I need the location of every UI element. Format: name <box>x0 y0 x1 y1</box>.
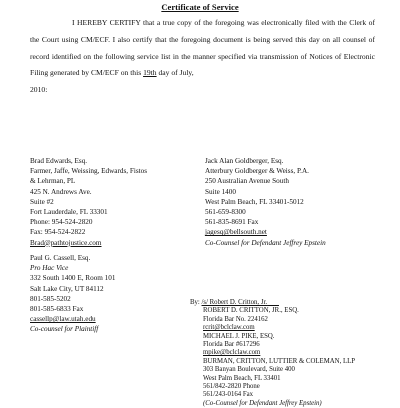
document-title: Certificate of Service <box>161 2 239 12</box>
fax-line: 561/243-0164 Fax <box>203 391 254 399</box>
firm-line: Atterbury Goldberger & Weiss, P.A. <box>205 167 309 176</box>
counsel-name: Jack Alan Goldberger, Esq. <box>205 157 284 165</box>
certification-text-part1: I HEREBY CERTIFY that a true copy of the foregoing was electronically filed with the Clerk of the Court using CM/ECF. I also certify that the foregoing document is being served this day on all counsel of record identified on the following service list in the manner specified via transmission of Notices of Electronic Filing generated by CM/ECF on this <box>30 18 375 78</box>
pro-hac-vice: Pro Hac Vice <box>30 264 69 273</box>
counsel-role: Co-counsel for Plaintiff <box>30 325 99 334</box>
firm-name: BURMAN, CRITTON, LUTTIER & COLEMAN, LLP <box>203 357 356 365</box>
bar-number: Florida Bar #617296 <box>203 341 260 349</box>
address-line: Suite 1400 <box>205 187 236 196</box>
bar-number: Florida Bar No. 224162 <box>203 315 268 323</box>
counsel-name: Brad Edwards, Esq. <box>30 157 88 165</box>
email-link[interactable]: rcrit@bclclaw.com <box>203 324 255 332</box>
firm-line: Farmer, Jaffe, Weissing, Edwards, Fistos <box>30 167 148 176</box>
signature-underline <box>267 299 279 306</box>
service-block-goldberger <box>205 156 326 248</box>
counsel-role: (Co-Counsel for Defendant Jeffrey Epstein) <box>203 399 322 407</box>
email-link[interactable]: mpike@bclclaw.com <box>203 349 261 357</box>
certification-paragraph <box>30 15 375 99</box>
certification-year: 2010: <box>30 85 48 95</box>
service-block-edwards <box>30 156 147 248</box>
address-line: 425 N. Andrews Ave. <box>30 187 92 196</box>
address-line: 332 South 1400 E, Room 101 <box>30 274 116 283</box>
fax-line: 801-585-6833 Fax <box>30 305 84 314</box>
city-line: West Palm Beach, FL 33401 <box>203 374 281 382</box>
address-line: 303 Banyan Boulevard, Suite 400 <box>203 366 295 374</box>
electronic-signature: /s/ Robert D. Critton, Jr. <box>201 299 268 306</box>
service-block-cassell <box>30 253 115 335</box>
address-line: Suite #2 <box>30 197 54 206</box>
certification-text-part2: day of July, <box>156 68 194 78</box>
phone-line: Phone: 954-524-2820 <box>30 218 93 227</box>
city-line: West Palm Beach, FL 33401-5012 <box>205 197 304 206</box>
firm-line: & Lehrman, PL <box>30 177 76 186</box>
email-link[interactable]: Brad@pathtojustice.com <box>30 238 102 247</box>
fax-line: 561-835-8691 Fax <box>205 218 259 227</box>
service-day: 19th <box>143 68 157 78</box>
counsel-name: Paul G. Cassell, Esq. <box>30 254 91 262</box>
fax-line: Fax: 954-524-2822 <box>30 228 86 237</box>
city-line: Salt Lake City, UT 84112 <box>30 284 104 293</box>
city-line: Fort Lauderdale, FL 33301 <box>30 208 108 217</box>
email-link[interactable]: jagesq@bellsouth.net <box>205 228 267 237</box>
email-link[interactable]: cassellp@law.utah.edu <box>30 315 96 324</box>
attorney-name: ROBERT D. CRITTON, JR., ESQ. <box>203 307 299 315</box>
address-line: 250 Australian Avenue South <box>205 177 289 186</box>
phone-line: 561-659-8300 <box>205 208 246 217</box>
by-label: By: <box>190 299 202 306</box>
phone-line: 801-585-5202 <box>30 294 71 303</box>
signature-line <box>190 299 355 307</box>
phone-line: 561/842-2820 Phone <box>203 383 260 391</box>
attorney-name: MICHAEL J. PIKE, ESQ. <box>203 332 275 340</box>
certification-text <box>30 15 375 82</box>
signature-block <box>190 299 355 408</box>
counsel-role: Co-Counsel for Defendant Jeffrey Epstein <box>205 238 326 247</box>
